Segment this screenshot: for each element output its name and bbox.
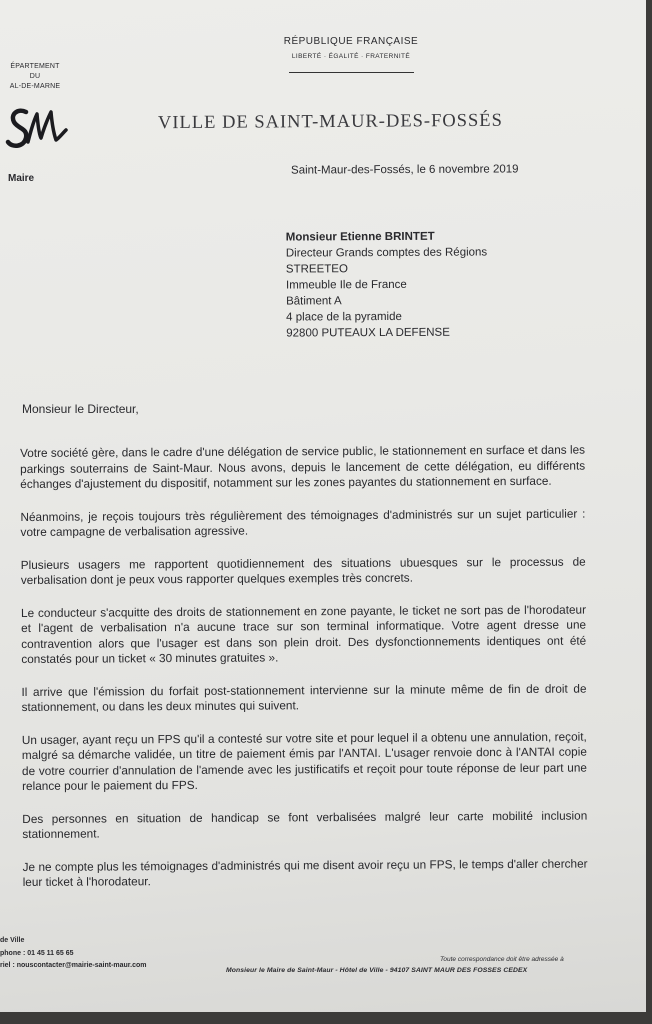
date-line: Saint-Maur-des-Fossés, le 6 novembre 2019: [290, 163, 519, 177]
city-logo-icon: [4, 102, 74, 156]
footer-contact-line: phone : 01 45 11 65 65: [0, 949, 74, 957]
recipient-line: 92800 PUTEAUX LA DEFENSE: [286, 326, 450, 340]
recipient-line: Bâtiment A: [286, 295, 342, 308]
body-paragraph: Je ne compte plus les témoignages d'administrés qui me disent avoir reçu un FPS, le temps d'aller chercher leur ticket à l'horodateur.: [22, 856, 588, 889]
department-line-3: AL-DE-MARNE: [9, 83, 61, 90]
recipient-name: Monsieur Etienne BRINTET: [285, 230, 435, 244]
footer-contact-line: riel : nouscontacter@mairie-saint-maur.com: [0, 962, 147, 969]
recipient-line: 4 place de la pyramide: [286, 310, 402, 324]
maire-label: Maire: [8, 173, 35, 184]
body-paragraph: Des personnes en situation de handicap se font verbalisées malgré leur carte mobilité inclusion stationnement.: [22, 808, 588, 841]
body-paragraph: Un usager, ayant reçu un FPS qu'il a contesté sur votre site et pour lequel il a obtenu une annulation, reçoit, malgré sa démarche validée, un titre de paiement émis par l'ANTAI. L'usager renvoie donc à l'ANTAI copie de votre courrier d'annulation de l'amende avec les justificatifs et reçoit pour toute réponse de leur part une relance pour le paiement du FPS.: [21, 729, 588, 793]
recipient-address: [286, 228, 488, 341]
letter-body: [20, 443, 588, 908]
republic-header: [278, 36, 424, 73]
body-paragraph: Le conducteur s'acquitte des droits de stationnement en zone payante, le ticket ne sort pas de l'horodateur et l'agent de verbalisation n'a aucune trace sur son terminal informatique. Votre agent dresse une contravention alors que l'usager est dans son plein droit. Des dysfonctionnements identiques ont été constatés pour un ticket « 30 minutes gratuites ».: [20, 602, 587, 666]
recipient-line: Immeuble Ile de France: [285, 278, 407, 292]
body-paragraph: Néanmoins, je reçois toujours très régulièrement des témoignages d'administrés sur un sujet particulier : votre campagne de verbalisation agressive.: [20, 506, 586, 539]
footer-contact: [0, 935, 146, 973]
city-title: VILLE DE SAINT-MAUR-DES-FOSSÉS: [157, 110, 503, 134]
motto-label: LIBERTÉ · ÉGALITÉ · FRATERNITÉ: [291, 53, 411, 60]
footer-contact-line: de Ville: [0, 937, 25, 944]
footer-address: Monsieur le Maire de Saint-Maur - Hôtel de Ville - 94107 SAINT MAUR DES FOSSES CEDEX: [226, 967, 528, 974]
footer-correspondence-note: Toute correspondance doit être adressée à: [440, 956, 564, 963]
department-line-2: DU: [29, 73, 41, 80]
recipient-line: STREETEO: [285, 263, 348, 276]
department-label: [0, 62, 70, 92]
body-paragraph: Votre société gère, dans le cadre d'une délégation de service public, le stationnement en surface et dans les parkings souterrains de Saint-Maur. Nous avons, depuis le lancement de cette délégation, eu différents échanges d'ajustement du dispositif, notamment sur les zones payantes du stationnement en surface.: [20, 442, 586, 491]
header-divider: [289, 72, 414, 73]
republic-label: RÉPUBLIQUE FRANÇAISE: [283, 36, 419, 47]
salutation: Monsieur le Directeur,: [22, 402, 139, 416]
body-paragraph: Il arrive que l'émission du forfait post-stationnement intervienne sur la minute même de fin de droit de stationnement, ou dans les deux minutes qui suivent.: [21, 681, 587, 714]
recipient-line: Directeur Grands comptes des Régions: [285, 246, 488, 260]
logo-text: SM: [4, 102, 6, 103]
body-paragraph: Plusieurs usagers me rapportent quotidiennement des situations ubuesques sur le processus de verbalisation dont je peux vous rapporter quelques exemples très concrets.: [20, 554, 586, 587]
department-line-1: ÉPARTEMENT: [10, 63, 60, 70]
